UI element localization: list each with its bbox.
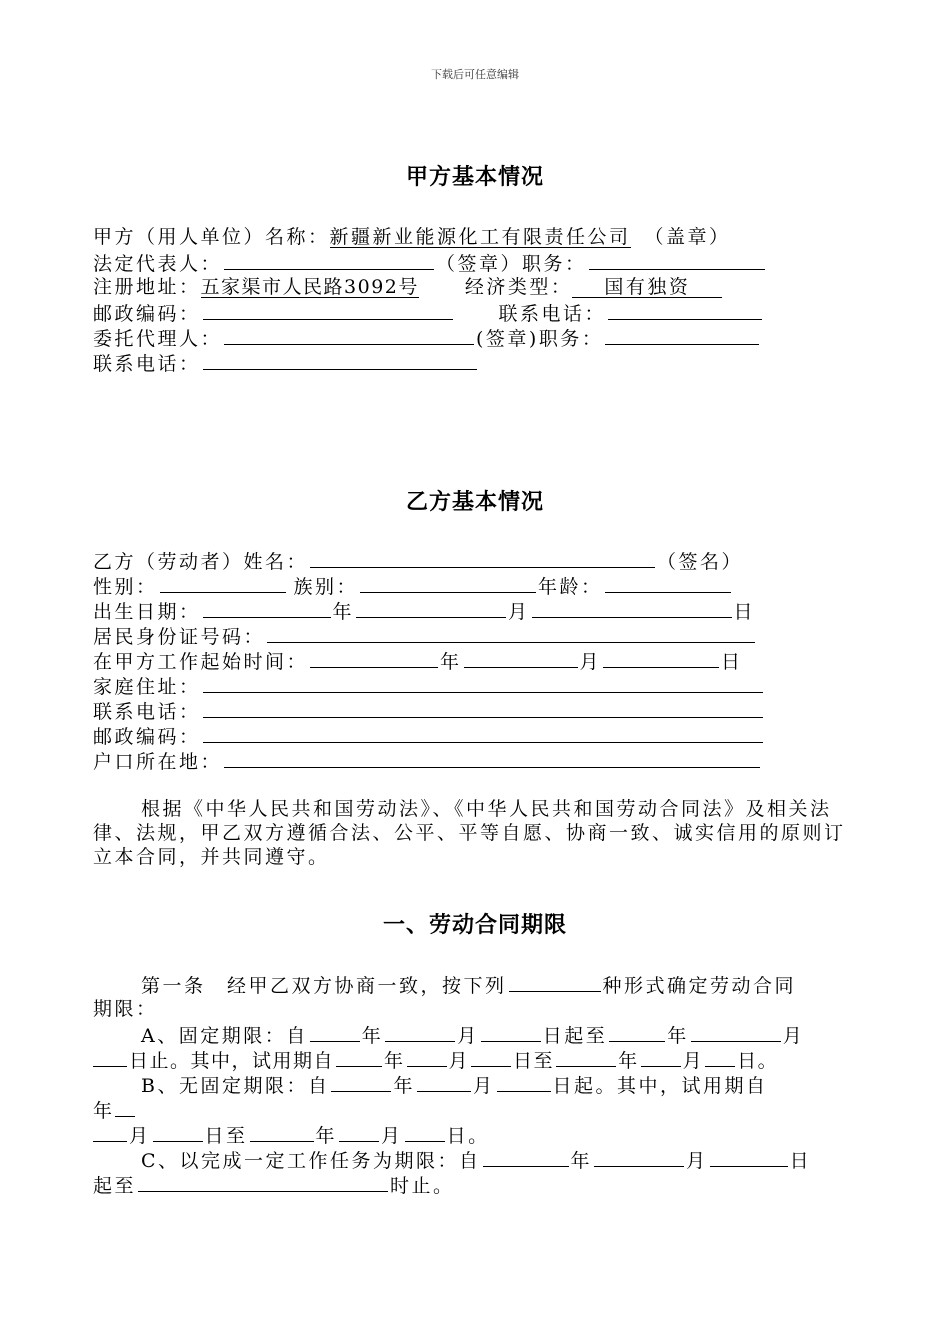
label: 联系电话： (93, 701, 201, 723)
text: 月 (129, 1125, 151, 1147)
hukou-row (93, 748, 762, 774)
label: 家庭住址： (93, 676, 201, 698)
start-day-blank[interactable] (603, 648, 719, 668)
article1-line1 (141, 972, 796, 998)
blank[interactable] (710, 1147, 788, 1167)
blank[interactable] (138, 1172, 388, 1192)
label: 邮政编码： (93, 726, 201, 748)
postcode-blank[interactable] (203, 300, 453, 320)
gender-row (93, 573, 733, 599)
party-a-name-row (93, 225, 731, 249)
hukou-blank[interactable] (224, 748, 760, 768)
phone-blank[interactable] (203, 698, 763, 718)
legal-rep-blank[interactable] (224, 250, 434, 270)
text: 日 (789, 1150, 812, 1172)
text: 第一条 经甲乙双方协商一致，按下列 (141, 975, 507, 997)
agent-title-blank[interactable] (605, 325, 759, 345)
text: 月 (472, 1075, 495, 1097)
start-year-blank[interactable] (310, 648, 438, 668)
gender-blank[interactable] (160, 573, 286, 593)
label: 甲方（用人单位）名称： (93, 226, 330, 248)
blank[interactable] (483, 1147, 569, 1167)
blank[interactable] (153, 1122, 203, 1142)
blank[interactable] (417, 1072, 471, 1092)
home-blank[interactable] (203, 673, 763, 693)
phone-blank[interactable] (608, 300, 762, 320)
text: 种形式确定劳动合同 (602, 975, 797, 997)
form-blank[interactable] (509, 972, 601, 992)
blank[interactable] (336, 1047, 382, 1067)
id-row (93, 623, 757, 649)
agent-phone-blank[interactable] (203, 350, 477, 370)
ethnic-label: 族别： (293, 576, 359, 598)
name-blank[interactable] (310, 548, 655, 568)
option-b-line1 (141, 1072, 768, 1098)
option-a-line2 (93, 1047, 778, 1073)
text: 时止。 (390, 1175, 455, 1197)
blank[interactable] (556, 1047, 616, 1067)
phone-label: 联系电话： (498, 303, 607, 325)
label: 法定代表人： (93, 253, 223, 275)
label: 联系电话： (93, 353, 201, 375)
blank[interactable] (310, 1022, 360, 1042)
postcode-blank[interactable] (203, 723, 763, 743)
blank[interactable] (471, 1047, 511, 1067)
legal-rep-row (93, 250, 767, 276)
econ-value[interactable]: 国有独资 (572, 275, 722, 298)
postcode-row (93, 300, 764, 326)
agent-phone-row (93, 350, 479, 376)
age-blank[interactable] (605, 573, 731, 593)
start-row (93, 648, 743, 674)
party-b-title: 乙方基本情况 (405, 490, 544, 515)
text: 日起至 (542, 1025, 608, 1047)
header-note: 下载后可任意编辑 (431, 68, 519, 81)
ethnic-blank[interactable] (360, 573, 536, 593)
blank[interactable] (481, 1022, 541, 1042)
birth-year-blank[interactable] (203, 598, 331, 618)
birth-row (93, 598, 755, 624)
text: 起至 (93, 1175, 137, 1197)
blank[interactable] (705, 1047, 735, 1067)
text: C、以完成一定工作任务为期限：自 (141, 1150, 481, 1172)
birth-month-blank[interactable] (356, 598, 506, 618)
label: 性别： (93, 576, 158, 598)
day-label: 日 (721, 651, 743, 673)
blank[interactable] (339, 1122, 379, 1142)
text: 年 (393, 1075, 415, 1097)
label: 注册地址： (93, 276, 201, 298)
label: 在甲方工作起始时间： (93, 651, 309, 673)
blank[interactable] (331, 1072, 391, 1092)
label: 委托代理人： (93, 328, 223, 350)
home-row (93, 673, 765, 699)
text: 日至 (513, 1050, 555, 1072)
label: 出生日期： (93, 601, 201, 623)
econ-label: 经济类型： (464, 276, 573, 298)
article1-line2: 期限： (93, 998, 158, 1020)
year-label: 年 (332, 601, 355, 623)
blank[interactable] (405, 1122, 445, 1142)
text: 日。 (737, 1050, 779, 1072)
company-name[interactable]: 新疆新业能源化工有限责任公司 (329, 226, 631, 248)
blank[interactable] (93, 1047, 127, 1067)
blank[interactable] (115, 1097, 135, 1117)
day-label: 日 (733, 601, 756, 623)
label: 邮政编码： (93, 303, 201, 325)
month-label: 月 (508, 601, 530, 623)
label: 居民身份证号码： (93, 626, 266, 648)
label: 户口所在地： (93, 751, 223, 773)
text: 日至 (204, 1125, 248, 1147)
agent-blank[interactable] (224, 325, 474, 345)
postcode-row (93, 723, 765, 749)
text: 年 (667, 1025, 689, 1047)
agent-sign: (签章)职务： (476, 328, 604, 350)
phone-row (93, 698, 765, 724)
text: 月 (457, 1025, 479, 1047)
text: 年 (570, 1150, 593, 1172)
agent-row (93, 325, 761, 351)
blank[interactable] (93, 1122, 127, 1142)
birth-day-blank[interactable] (532, 598, 732, 618)
month-label: 月 (579, 651, 602, 673)
blank[interactable] (609, 1022, 665, 1042)
option-b-line3 (93, 1122, 490, 1148)
option-b-line2 (93, 1097, 137, 1123)
blank[interactable] (691, 1022, 781, 1042)
text: 年 (315, 1125, 338, 1147)
sign-note: （签名） (657, 551, 744, 573)
blank[interactable] (641, 1047, 681, 1067)
option-a-line1 (141, 1022, 804, 1048)
text: 年 (361, 1025, 384, 1047)
party-a-title: 甲方基本情况 (405, 165, 544, 190)
blank[interactable] (250, 1122, 314, 1142)
sign-note: （签章）职务： (436, 253, 587, 275)
blank[interactable] (594, 1147, 684, 1167)
id-blank[interactable] (267, 623, 755, 643)
text: 日起。其中，试用期自 (552, 1075, 768, 1097)
text: 日。 (446, 1125, 490, 1147)
blank[interactable] (385, 1022, 455, 1042)
option-c-line2 (93, 1172, 455, 1198)
text: 年 (93, 1100, 115, 1122)
text: 月 (448, 1050, 470, 1072)
text: 年 (384, 1050, 405, 1072)
text: 月 (782, 1025, 805, 1047)
text: 月 (682, 1050, 704, 1072)
option-c-line1 (141, 1147, 811, 1173)
start-month-blank[interactable] (464, 648, 578, 668)
intro-paragraph: 根据《中华人民共和国劳动法》、《中华人民共和国劳动合同法》及相关法律、法规，甲乙双方遵循合法、公平、平等自愿、协商一致、诚实信用的原则订立本合同，并共同遵守。 (93, 798, 846, 868)
text: 年 (618, 1050, 639, 1072)
address-value[interactable]: 五家渠市人民路3092号 (200, 276, 419, 298)
text: 月 (686, 1150, 708, 1172)
party-b-name-row (93, 548, 743, 574)
section1-title: 一、劳动合同期限 (382, 913, 567, 938)
seal-note: （盖章） (644, 226, 731, 248)
text: A、固定期限：自 (141, 1025, 308, 1047)
text: 日止。其中，试用期自 (129, 1050, 335, 1072)
text: B、无固定期限：自 (141, 1075, 330, 1097)
title-blank[interactable] (589, 250, 765, 270)
label: 乙方（劳动者）姓名： (93, 551, 309, 573)
year-label: 年 (440, 651, 462, 673)
age-label: 年龄： (538, 576, 603, 598)
blank[interactable] (497, 1072, 551, 1092)
address-row (93, 275, 722, 299)
text: 月 (381, 1125, 403, 1147)
blank[interactable] (407, 1047, 447, 1067)
